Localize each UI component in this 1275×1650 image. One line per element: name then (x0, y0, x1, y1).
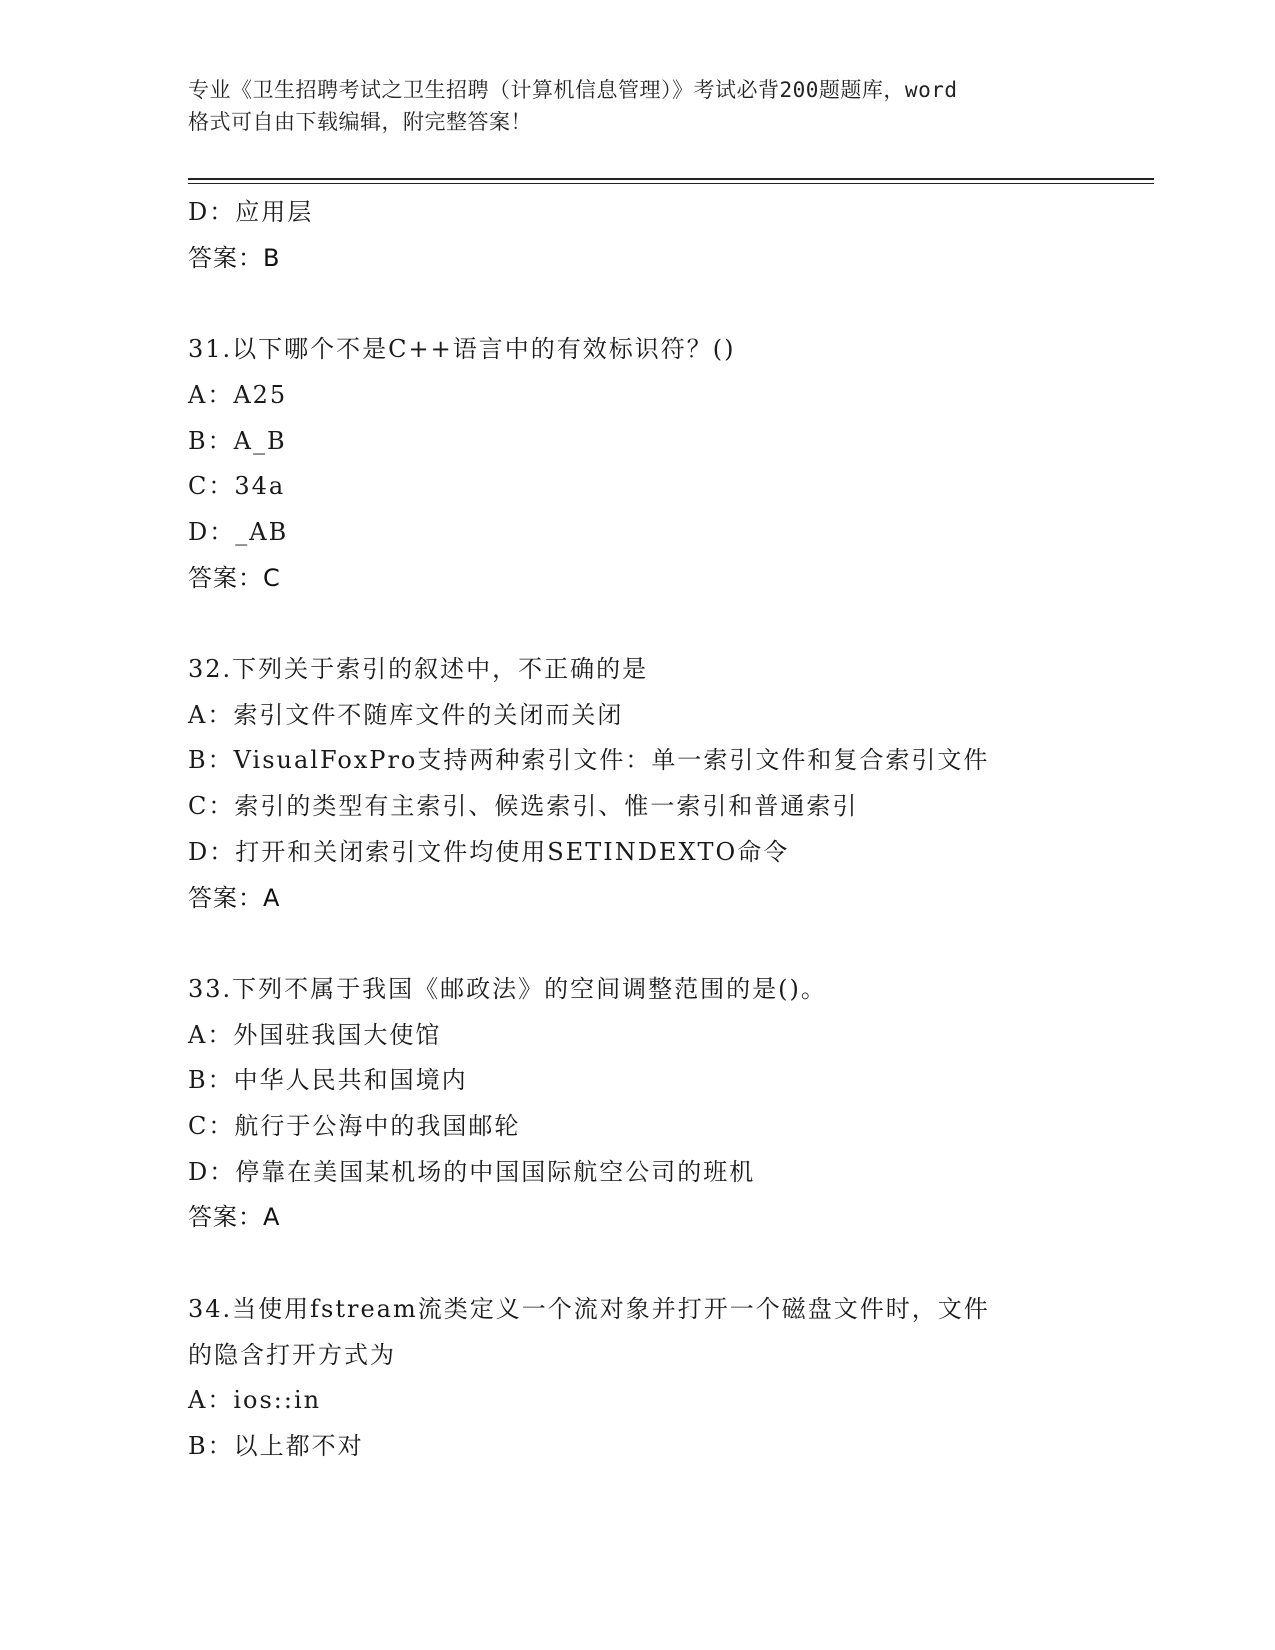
question-text-line-1: 34.当使用fstream流类定义一个流对象并打开一个磁盘文件时，文件 (188, 1294, 990, 1323)
question-text: 33.下列不属于我国《邮政法》的空间调整范围的是()。 (188, 974, 827, 1003)
spacer (188, 601, 1088, 647)
document-body (188, 190, 1088, 1470)
question-30-tail (188, 190, 1088, 281)
option-d: D：停靠在美国某机场的中国国际航空公司的班机 (188, 1157, 756, 1186)
document-header (188, 74, 1088, 138)
answer-line: 答案：B (188, 243, 281, 272)
spacer (188, 281, 1088, 327)
header-divider-thick (188, 178, 1154, 180)
header-line-1: 专业《卫生招聘考试之卫生招聘（计算机信息管理）》考试必背200题题库，word (188, 78, 958, 102)
answer-line: 答案：A (188, 1203, 281, 1232)
spacer (188, 1241, 1088, 1287)
option-a: A：外国驻我国大使馆 (188, 1020, 442, 1049)
question-32 (188, 647, 1088, 921)
question-text: 32.下列关于索引的叙述中，不正确的是 (188, 655, 649, 683)
option-a: A：ios::in (188, 1386, 322, 1415)
option-d: D：打开和关闭索引文件均使用SETINDEXTO命令 (188, 837, 790, 866)
option-a: A：索引文件不随库文件的关闭而关闭 (188, 700, 624, 729)
question-34 (188, 1287, 1088, 1470)
answer-line: 答案：C (188, 563, 281, 592)
option-c: C：航行于公海中的我国邮轮 (188, 1112, 521, 1141)
option-d: D：_AB (188, 517, 289, 546)
answer-line: 答案：A (188, 883, 281, 912)
option-b: B：A_B (188, 426, 287, 455)
header-divider-thin (188, 183, 1154, 184)
option-d: D：应用层 (188, 198, 314, 226)
question-33 (188, 967, 1088, 1241)
option-c: C：索引的类型有主索引、候选索引、惟一索引和普通索引 (188, 792, 859, 821)
question-text-line-2: 的隐含打开方式为 (188, 1340, 396, 1369)
option-c: C：34a (188, 472, 286, 501)
question-text: 31.以下哪个不是C++语言中的有效标识符？() (188, 335, 736, 364)
option-b: B：VisualFoxPro支持两种索引文件：单一索引文件和复合索引文件 (188, 746, 990, 775)
option-b: B：以上都不对 (188, 1431, 364, 1460)
option-a: A：A25 (188, 380, 288, 409)
header-line-2: 格式可自由下载编辑，附完整答案！ (188, 110, 532, 134)
question-31 (188, 327, 1088, 601)
spacer (188, 921, 1088, 967)
option-b: B：中华人民共和国境内 (188, 1066, 468, 1095)
